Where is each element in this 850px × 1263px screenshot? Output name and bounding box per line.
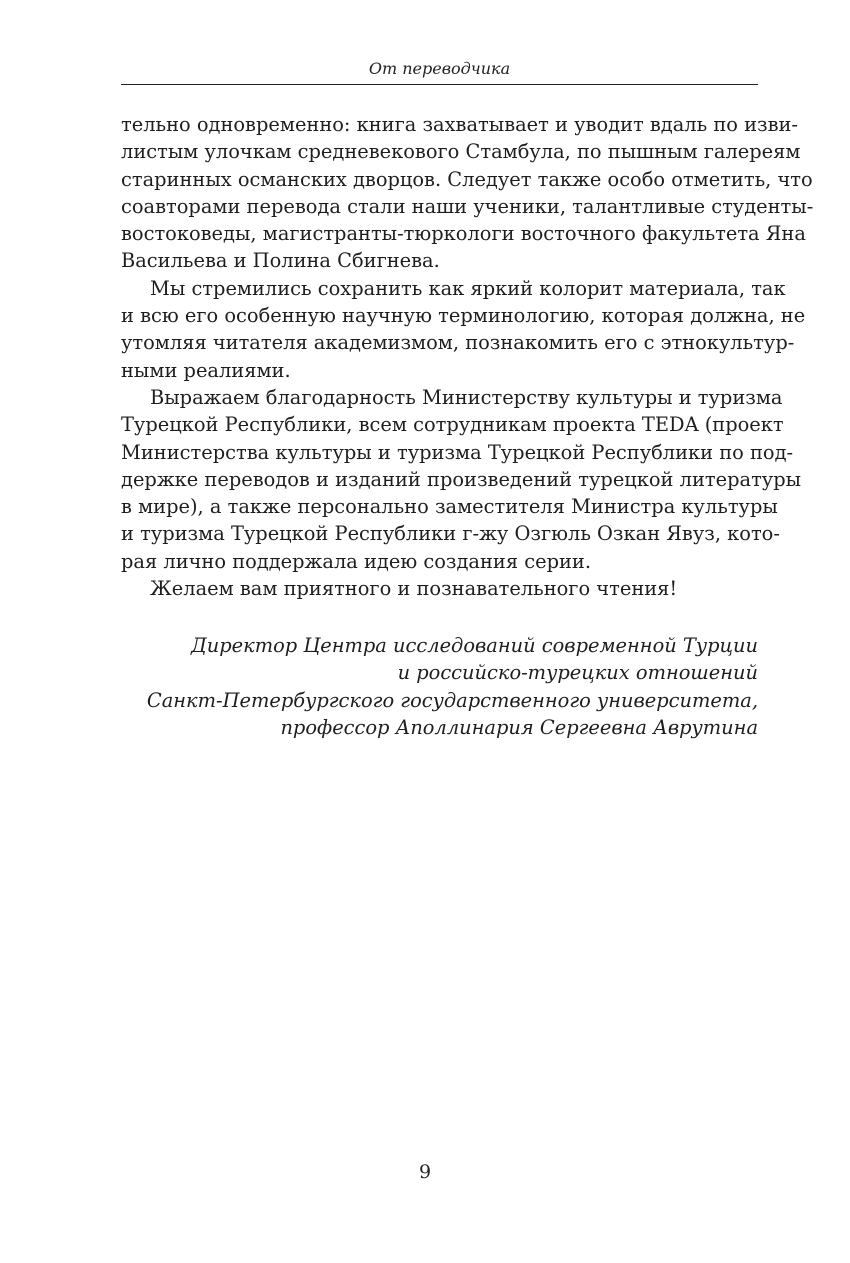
text-line: Васильева и Полина Сбигнева. bbox=[121, 249, 440, 273]
signature-line: и российско-турецких отношений bbox=[397, 661, 758, 685]
text-line: соавторами перевода стали наши ученики, талантливые студенты- bbox=[121, 194, 814, 218]
text-line: востоковеды, магистранты-тюркологи восточного факультета Яна bbox=[121, 222, 806, 246]
text-line: держке переводов и изданий произведений турецкой литературы bbox=[121, 467, 802, 491]
text-line: утомляя читателя академизмом, познакомить его с этнокультур- bbox=[121, 331, 795, 355]
text-line: старинных османских дворцов. Следует также особо отметить, что bbox=[121, 167, 813, 191]
text-line: и туризма Турецкой Республики г-жу Озгюль Озкан Явуз, кото- bbox=[121, 522, 780, 546]
text-line: в мире), а также персонально заместителя Министра культуры bbox=[121, 495, 778, 519]
text-line: рая лично поддержала идею создания серии. bbox=[121, 549, 591, 573]
body-text bbox=[121, 111, 814, 602]
signature-block bbox=[121, 632, 758, 741]
text-line: Мы стремились сохранить как яркий колорит материала, так bbox=[150, 276, 786, 300]
signature-line: Директор Центра исследований современной Турции bbox=[190, 634, 758, 657]
text-line: Выражаем благодарность Министерству культуры и туризма bbox=[150, 385, 783, 409]
signature-line: Санкт-Петербургского государственного университета, bbox=[146, 688, 758, 712]
text-line: ными реалиями. bbox=[121, 358, 291, 382]
page-number: 9 bbox=[418, 1161, 432, 1183]
text-line: Турецкой Республики, всем сотрудникам проекта TEDA (проект bbox=[121, 413, 784, 437]
text-line: и всю его особенную научную терминологию, которая должна, не bbox=[121, 304, 806, 328]
running-head bbox=[121, 55, 758, 85]
text-line: Министерства культуры и туризма Турецкой Республики по под- bbox=[121, 440, 794, 464]
text-line: листым улочкам средневекового Стамбула, по пышным галереям bbox=[121, 140, 801, 164]
text-line: тельно одновременно: книга захватывает и уводит вдаль по изви- bbox=[121, 113, 798, 136]
running-title: От переводчика bbox=[368, 59, 511, 78]
text-line: Желаем вам приятного и познавательного чтения! bbox=[150, 577, 678, 601]
signature-line: профессор Аполлинария Сергеевна Аврутина bbox=[280, 715, 758, 739]
